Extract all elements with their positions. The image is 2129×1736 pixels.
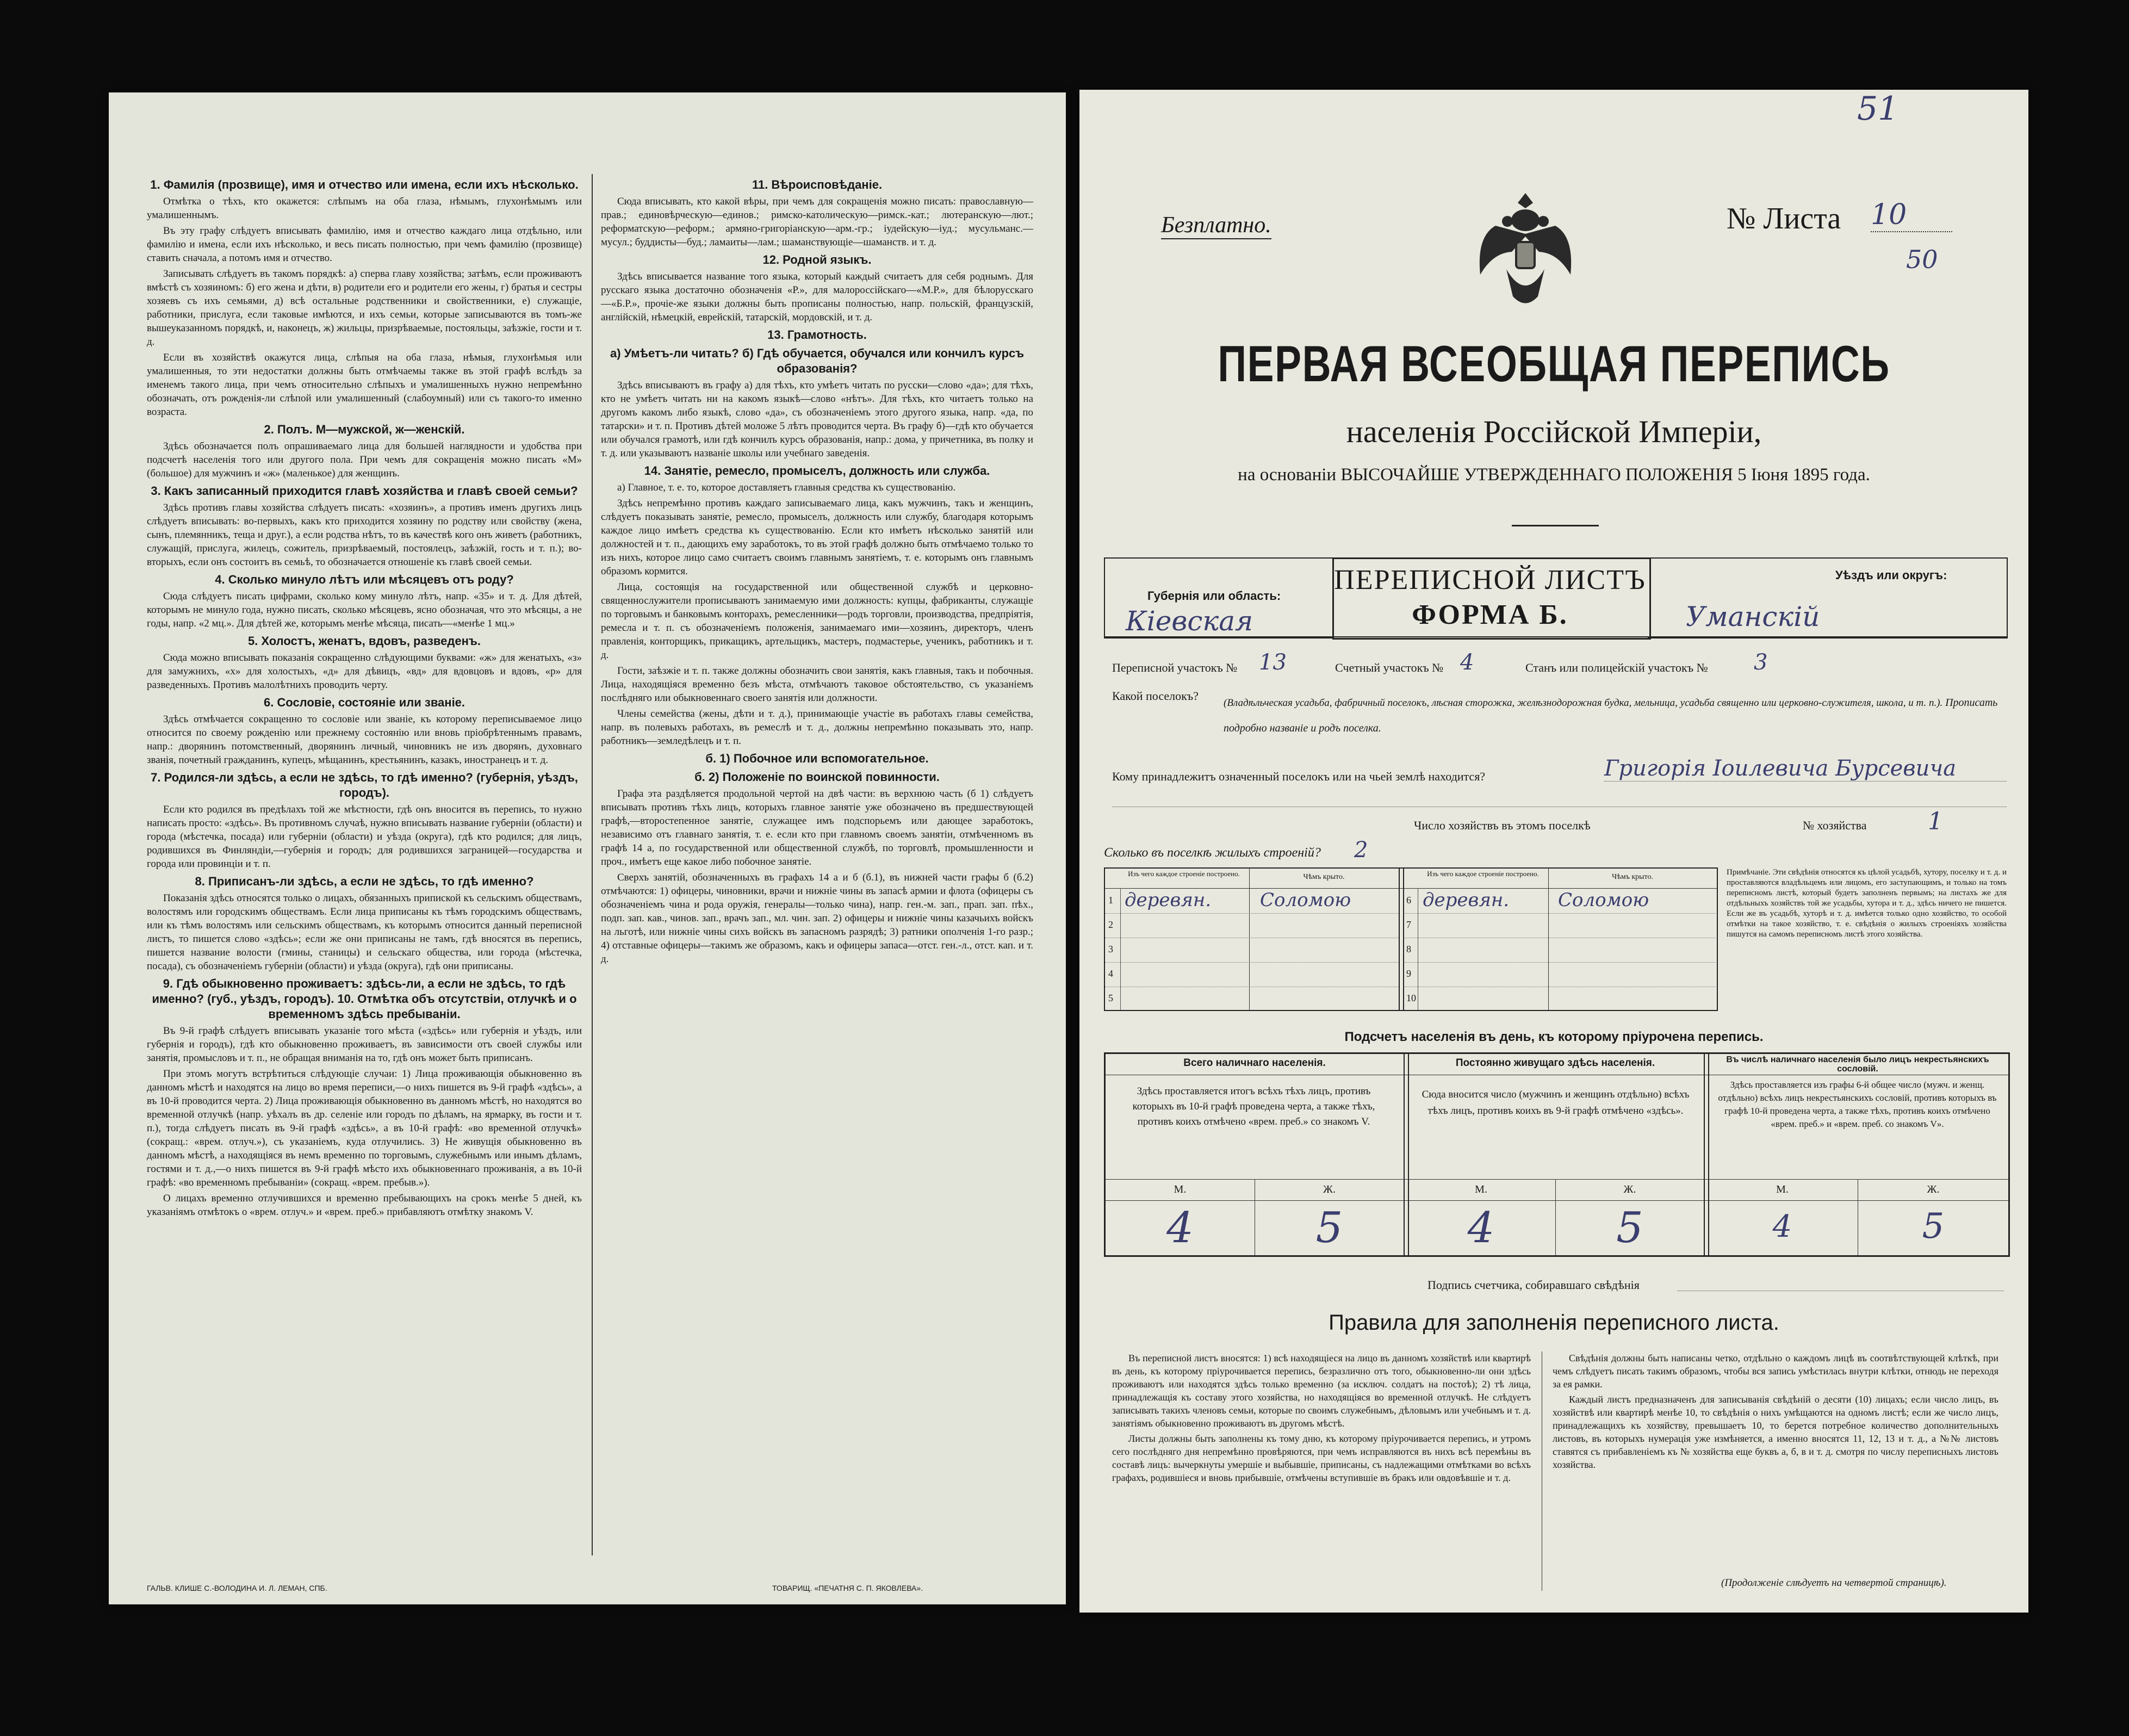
pop-nonpeasant-female: 5 — [1922, 1206, 1945, 1247]
census-title: ПЕРВАЯ ВСЕОБЩАЯ ПЕРЕПИСЬ — [1218, 335, 1890, 392]
pop-total-female: 5 — [1315, 1204, 1343, 1253]
building-material: деревян. — [1125, 889, 1212, 911]
left-column-2 — [601, 174, 1033, 968]
bldg-header-roof-2: Чѣмъ крыто. — [1612, 873, 1653, 881]
stan-label: Станъ или полицейскій участокъ № — [1525, 661, 1708, 674]
instruction-paragraph: Здѣсь непремѣнно противъ каждаго записываемаго лица, какъ мужчинъ, такъ и женщинъ, слѣдуетъ показывать занятіе, ремесло, промыселъ, должность или службу, благодаря которымъ каждое лицо имѣетъ средства къ существованію. Если кто имѣетъ нѣсколько занятій или должностей и т. п., дающихъ ему заработокъ, то въ этой графѣ должно быть отмѣчаемо только то изъ нихъ, которое лицо само считаетъ своимъ главнымъ занятіемъ, т. е. которымъ онъ главнымъ образомъ кормится. — [601, 498, 1033, 577]
pop-nonpeasant-male: 4 — [1772, 1209, 1792, 1244]
left-instructions-page — [109, 92, 1066, 1604]
instruction-heading: 4. Сколько минуло лѣтъ или мѣсяцевъ отъ роду? — [215, 573, 514, 586]
instruction-paragraph: При этомъ могутъ встрѣтиться слѣдующіе случаи: 1) Лица проживающія обыкновенно въ данномъ мѣстѣ и находятся на лицо во время переписи,—о нихъ пишется въ 9-й графѣ «здѣсь», а въ 10-й проводится черта. 2) Лица проживающія обыкновенно въ данномъ мѣстѣ, но находятся во временной отлучкѣ (напр. уѣхалъ въ др. селеніе или городъ по дѣламъ, на ярмарку, въ гости и т. п.), тогда слѣдуетъ писать въ 9-й графѣ «здѣсь», а въ 10-й графѣ: «во временной отлучкѣ» (сокращ.: «врем. отлуч.»), съ указаніемъ, куда отлучились. 3) Не живущія обыкновенно въ данномъ мѣстѣ, а находящіяся въ немъ временно по торговымъ, служебнымъ или инымъ дѣламъ, гостями и т. д.,—о нихъ пишется въ 9-й графѣ мѣсто ихъ обыкновеннаго проживанія, а въ 10-й графѣ: «во временномъ пребываніи» (сокращ. «врем. пребыв.»). — [147, 1068, 582, 1188]
owner-value: Григорія Іоилевича Бурсевича — [1604, 756, 2007, 782]
form-header-box — [1104, 557, 2007, 637]
form-title: ПЕРЕПИСНОЙ ЛИСТЪ — [1334, 565, 1646, 596]
population-table — [1104, 1052, 2010, 1257]
title-rule — [1512, 525, 1599, 526]
settlement-label: Какой поселокъ? — [1112, 689, 1199, 703]
free-label: Безплатно. — [1161, 212, 1271, 239]
rule-paragraph: Свѣдѣнія должны быть написаны четко, отдѣльно о каждомъ лицѣ въ соотвѣтствующей клѣткѣ, при чемъ слѣдуетъ писать такимъ образомъ, чтобы вся запись умѣстилась внутри клѣтки, отнюдь не переходя за ея рамки. — [1553, 1353, 1998, 1390]
instruction-paragraph: Здѣсь отмѣчается сокращенно то сословіе или званіе, къ которому переписываемое лицо относится по своему рожденію или прежнему состоянію или вновь пріобрѣтеннымъ правамъ, напр.: дворянинъ потомственный, дворянинъ личный, чиновникъ не изъ дворянъ, духовнаго званія, почетный гражданинъ, купецъ, мѣщанинъ, крестьянинъ, казакъ, иностранецъ и т. д. — [147, 714, 582, 766]
bldg-header-roof-1: Чѣмъ крыто. — [1303, 873, 1345, 881]
buildings-table — [1104, 867, 1718, 1011]
instruction-heading: 13. Грамотность. — [767, 328, 867, 342]
building-row-number: 6 — [1406, 895, 1411, 906]
instruction-heading: 11. Вѣроисповѣданіе. — [752, 178, 883, 191]
building-row — [1105, 963, 1399, 987]
instruction-paragraph: Сюда вписывать, кто какой вѣры, при чемъ для сокращенія можно писать: православную—прав.; единовѣрческую—единов.; римско-католическую—римск.-кат.; лютеранскую—лют.; реформатскую—реформ.; армяно-григоріанскую—арм.-гр.; іудейскую—іуд.; мусульманс.—мусул.; буддисты—буд.; ламаиты—лам.; шаманствующіе—шаманств. и т. д. — [601, 196, 1033, 248]
buildings-note: Примѣчаніе. Эти свѣдѣнія относятся къ цѣлой усадьбѣ, хутору, поселку и т. д. и проставляются владѣльцемъ или лицомъ, его заступающимъ, и только на томъ переписномъ листѣ, который будетъ заполненъ первымъ; на листахъ же для отдѣльныхъ хозяйствъ той же усадьбы, хутора и т. д., здѣсь ничего не пишется. Если же въ усадьбѣ, хуторѣ и т. д. имѣется только одно хозяйство, то особой отмѣтки на такое хозяйство, т. е. свѣдѣнія о жилыхъ строеніяхъ хозяйства пишутся на самомъ переписномъ листѣ этого хозяйства. — [1727, 868, 2007, 939]
building-row-number: 9 — [1406, 968, 1411, 979]
building-row-number: 7 — [1406, 919, 1411, 930]
building-row — [1403, 914, 1716, 938]
instruction-paragraph: Сюда можно вписывать показанія сокращенно слѣдующими буквами: «ж» для женатыхъ, «з» для замужнихъ, «х» для холостыхъ, «д» для дѣвицъ, «вд» для вдовцовъ и вдовъ, «р» для разведенныхъ. Противъ малолѣтнихъ проводить черту. — [147, 652, 582, 691]
instruction-paragraph: Если въ хозяйствѣ окажутся лица, слѣпыя на оба глаза, нѣмыя, глухонѣмыя или умалишенныя, то эти недостатки должны быть отмѣчаемы также въ этой графѣ вслѣдъ за именемъ такого лица, при чемъ относительно слѣпыхъ и умалишенныхъ нужно непремѣнно обозначать, отъ рожденія-ли слѣпой или умалишенный (слабоумный) или съ такого-то именно возраста. — [147, 352, 582, 418]
instruction-heading: 2. Полъ. М—мужской, ж—женскій. — [264, 423, 465, 436]
instruction-paragraph: Сверхъ занятій, обозначенныхъ въ графахъ 14 а и б (б.1), въ нижней части графы б (б.2) отмѣчаются: 1) офицеры, чиновники, врачи и нижніе чины въ запасѣ армии и флота (офицеры съ обозначеніемъ чина и рода оружія, генералы—только чина), напр. ген.-м. зап., прап. зап. пѣх., подп. зап. кав., чинов. зап., врачъ зап., мл. чин. зап. 2) офицеры и нижніе чины казачьихъ войскъ на льготѣ, или нижніе чины сихъ войскъ въ запасномъ разрядѣ; 3) ратники ополченія 1-го разр.; 4) отставные офицеры—такимъ же образомъ, какъ и офицеры запаса—отст. ген.-л., отст. кап. и т. д. — [601, 872, 1033, 965]
instruction-paragraph: Въ 9-й графѣ слѣдуетъ вписывать указаніе того мѣста («здѣсь» или губернія и уѣздъ, или губернія и городъ), гдѣ кто обыкновенно проживаетъ, въ зависимости отъ своей службы или занятія, промысловъ и т. п., не обращая вниманія на то, гдѣ онъ может быть приписанъ. — [147, 1025, 582, 1064]
bldg-rows-left — [1105, 889, 1399, 1011]
archive-page-number: 51 — [1857, 90, 1899, 128]
building-row-number: 5 — [1108, 993, 1113, 1003]
instruction-paragraph: Гости, заѣзжіе и т. п. также должны обозначить свои занятія, какъ главныя, такъ и побочныя. Лица, находящіяся временно безъ мѣста, отмѣчаютъ таковое обстоятельство, съ указаніемъ послѣдняго или обыкновеннаго своего занятія или должности. — [601, 665, 1033, 704]
imperial-eagle-emblem — [1474, 188, 1577, 313]
instruction-paragraph: Члены семейства (жены, дѣти и т. д.), принимающіе участіе въ работахъ главы семейства, напр. въ полевыхъ работахъ, въ ремеслѣ и т. д., должны непремѣнно показывать это, напр. работникъ—земледѣлецъ и т. п. — [601, 708, 1033, 747]
building-row — [1403, 938, 1716, 963]
signature-label: Подпись счетчика, собиравшаго свѣдѣнія — [1427, 1278, 1640, 1292]
pop-desc-total: Здѣсь проставляется итогъ всѣхъ тѣхъ лицъ, противъ которыхъ въ 10-й графѣ проведена черта, а также тѣхъ, противъ коихъ отмѣчено «врем. преб.» со знакомъ V. — [1132, 1086, 1375, 1127]
building-row — [1105, 987, 1399, 1011]
pop-m-label-2: М. — [1475, 1183, 1487, 1195]
buildings-value: 2 — [1354, 838, 1368, 863]
instruction-heading: 3. Какъ записанный приходится главѣ хозяйства и главѣ своей семьи? — [151, 484, 578, 498]
sheet-number-value: 10 — [1871, 199, 1952, 232]
pop-total-male: 4 — [1166, 1204, 1194, 1253]
pop-header-permanent: Постоянно живущаго здѣсь населенія. — [1455, 1057, 1655, 1069]
rules-title: Правила для заполненія переписного листа. — [1329, 1311, 1779, 1335]
instruction-heading: 9. Гдѣ обыкновенно проживаетъ: здѣсь-ли, а если не здѣсь, то гдѣ именно? (губ., уѣздъ, городъ). 10. Отмѣтка объ отсутствіи, отлучкѣ и о временномъ здѣсь пребываніи. — [152, 977, 577, 1021]
rules-continuation: (Продолженіе слѣдуетъ на четвертой страницѣ). — [1721, 1577, 1947, 1589]
building-row-number: 10 — [1406, 993, 1416, 1003]
sheet-number-label: № Листа — [1727, 202, 1841, 235]
sheet-number-correction: 50 — [1906, 245, 1938, 274]
instruction-heading: 5. Холостъ, женатъ, вдовъ, разведенъ. — [247, 634, 481, 648]
building-material: деревян. — [1423, 889, 1510, 911]
instruction-paragraph: Здѣсь вписываютъ въ графу а) для тѣхъ, кто умѣетъ читать по русски—слово «да»; для тѣхъ, кто не умѣетъ читать ни на какомъ языкѣ—слово «нѣтъ». Для тѣхъ, кто читаетъ только на другомъ какомъ либо языкѣ, слово «да», съ обозначеніемъ этого другого языка, напр. «да, по татарски» и т. п. Противъ дѣтей моложе 5 лѣтъ проводится черта. Въ графу б)—гдѣ кто обучается или обучался грамотѣ, или гдѣ кончилъ курсъ образованія, напр.: дома, у причетника, въ полку и т. д. или указываютъ названіе школы или учебнаго заведенія. — [601, 380, 1033, 459]
instruction-heading: б. 2) Положеніе по воинской повинности. — [694, 770, 940, 784]
instruction-paragraph: Сюда слѣдуетъ писать цифрами, сколько кому минуло лѣтъ, напр. «35» и т. д. Для дѣтей, которымъ не минуло года, нужно писать, сколько мѣсяцевъ, ясно обозначая, что это мѣсяцы, а не годы, напр. «2 мц.». Для дѣтей же, которымъ менѣе мѣсяца, писать—«менѣе 1 мц.» — [147, 591, 582, 629]
pop-zh-label-3: Ж. — [1927, 1183, 1940, 1195]
building-roof: Соломою — [1558, 889, 1649, 911]
pop-permanent-female: 5 — [1616, 1204, 1643, 1253]
census-subtitle: населенія Россійской Имперіи, — [1346, 414, 1762, 449]
building-roof: Соломою — [1260, 889, 1351, 911]
bldg-rows-right — [1403, 889, 1716, 1011]
instruction-heading: б. 1) Побочное или вспомогательное. — [705, 752, 929, 765]
rules-left-column — [1112, 1351, 1531, 1486]
building-row — [1403, 963, 1716, 987]
census-form-page — [1079, 90, 2028, 1613]
population-count-title: Подсчетъ населенія въ день, къ которому пріурочена перепись. — [1344, 1030, 1764, 1044]
instruction-paragraph: Лица, состоящія на государственной или общественной службѣ и церковно-священнослужители прописываютъ занимаемую ими должность: купцы, фабриканты, служащіе по торговымъ и банковымъ конторахъ, ремесленники—родъ торговли, производства, предпріятія, ремесла и т. п. съ обозначеніемъ положенія, занимаемаго ими—хозяинъ, директоръ, членъ правленія, конторщикъ, прикащикъ, артельщикъ, мастеръ, подмастерье, ученикъ, работникъ и т. д. — [601, 581, 1033, 661]
instruction-heading: 12. Родной языкъ. — [762, 253, 872, 266]
owner-label: Кому принадлежитъ означенный поселокъ или на чьей землѣ находится? — [1112, 770, 1486, 783]
pop-m-label-1: М. — [1174, 1183, 1187, 1195]
instruction-paragraph: О лицахъ временно отлучившихся и временно пребывающихъ на срокъ менѣе 5 дней, къ указаніямъ отмѣтокъ о «врем. отлуч.» и «врем. преб.» прибавляютъ отмѣтку знакомъ V. — [147, 1193, 582, 1218]
building-row — [1105, 938, 1399, 963]
instruction-heading: 14. Занятіе, ремесло, промыселъ, должность или служба. — [644, 464, 990, 478]
gubernia-value: Кіевская — [1126, 605, 1253, 637]
building-row-number: 2 — [1108, 919, 1113, 930]
instruction-heading: 6. Сословіе, состояніе или званіе. — [263, 696, 465, 709]
left-column-1 — [147, 174, 582, 1221]
bldg-header-material-1: Изъ чего каждое строеніе построено. — [1128, 870, 1240, 878]
instruction-heading: 7. Родился-ли здѣсь, а если не здѣсь, то гдѣ именно? (губернія, уѣздъ, городъ). — [151, 771, 578, 799]
rule-paragraph: Листы должны быть заполнены къ тому дню, къ которому пріурочивается перепись, и утромъ сего послѣдняго дня непремѣнно провѣряются, при чемъ исправляются въ нихъ всѣ перемѣны въ составѣ лицъ: вычеркнуты умершіе и выбывшіе, приписаны, съ надлежащими отмѣтками во всѣхъ графахъ, родившіеся и вновь прибывшіе, отмѣчены вступившіе въ бракъ или овдовѣвшіе и т. д. — [1112, 1433, 1531, 1483]
building-row — [1105, 889, 1399, 914]
building-row — [1105, 914, 1399, 938]
instruction-paragraph: Показанія здѣсь относятся только о лицахъ, обязанныхъ припиской къ сельскимъ обществамъ, волостямъ или городскимъ обществамъ. Если лица приписаны къ тѣмъ городскимъ обществамъ, или къ тѣмъ волостямъ или сельскимъ обществамъ, къ которымъ относится данный переписной листъ, то пишется слово «здѣсь»; если же они приписаны не тамъ, гдѣ вносятся въ перепись, пишется название волости (гмины, станицы) и сельскаго общества, или города (мѣстечка, посада), съ обозначеніемъ губерніи (области) и уѣзда (округа), гдѣ они приписаны. — [147, 892, 582, 972]
instruction-paragraph: Графа эта раздѣляется продольной чертой на двѣ части: въ верхнюю часть (б 1) слѣдуетъ вписывать противъ тѣхъ лицъ, которыхъ главное занятіе уже обозначено въ предшествующей графѣ,—второстепенное занятіе, служащее имъ подспорьемъ или дающее заработокъ, независимо отъ главнаго занятія, т. е. если кто при главномъ своемъ занятіи, отмѣченномъ въ графѣ 14 а, по государственной или общественной службѣ, по торговлѣ, промышленности и проч., имѣетъ еще какое либо побочное занятіе. — [601, 788, 1033, 867]
uezd-value: Уманскій — [1686, 601, 1820, 633]
form-subtitle: ФОРМА Б. — [1412, 599, 1568, 630]
instruction-heading: а) Умѣетъ-ли читать? б) Гдѣ обучается, обучался или кончилъ курсъ образованія? — [610, 346, 1024, 375]
building-row-number: 1 — [1108, 895, 1113, 906]
instruction-paragraph: Въ эту графу слѣдуетъ вписывать фамилію, имя и отчество каждаго лица отдѣльно, или фамилію и имена, если ихъ нѣсколько, и весь писать полностью, при чемъ фамилію (прозвище) ставить сначала, а потомъ имя и отчество. — [147, 225, 582, 264]
census-district-value: 13 — [1259, 650, 1287, 675]
census-district-label: Переписной участокъ № — [1112, 661, 1238, 674]
instruction-paragraph: Отмѣтка о тѣхъ, кто окажется: слѣпымъ на оба глаза, нѣмымъ, глухонѣмымъ или умалишеннымъ. — [147, 196, 582, 221]
settlement-hint: (Владѣльческая усадьба, фабричный поселокъ, лѣсная сторожка, желѣзнодорожная будка, мельница, усадьба священно или церковно-служителя, школа, и т. п.). Прописать подробно названіе и родъ поселка. — [1224, 697, 1998, 734]
pop-desc-permanent: Сюда вносится число (мужчинъ и женщинъ отдѣльно) всѣхъ тѣхъ лицъ, противъ коихъ въ 9-й графѣ отмѣчено «здѣсь». — [1422, 1089, 1690, 1117]
printer-credit-left: ГАЛЬВ. КЛИШЕ С.-ВОЛОДИНА И. Л. ЛЕМАН, СПБ. — [147, 1584, 327, 1592]
building-row — [1403, 987, 1716, 1011]
rules-right-column — [1553, 1351, 1998, 1473]
pop-zh-label-1: Ж. — [1323, 1183, 1336, 1195]
uezd-label: Уѣздъ или округъ: — [1835, 568, 1947, 582]
rule-paragraph: Каждый листъ предназначенъ для записыванія свѣдѣній о десяти (10) лицахъ; если число лицъ, въ хозяйствѣ или квартирѣ менѣе 10, то свѣдѣнія о нихъ умѣщаются на одномъ листѣ; если же число лицъ, принадлежащихъ къ хозяйству, превышаетъ 10, то берется потребное количество дополнительныхъ листовъ, въ которыхъ нумерація уже измѣняется, а именно вносятся 11, 12, 13 и т. д., а №№ листовъ ставятся съ прибавленіемъ къ № хозяйства еще буквъ а, б, в и т. д. смотря по числу переписныхъ листовъ хозяйства. — [1553, 1394, 1998, 1470]
buildings-label: Сколько въ поселкѣ жилыхъ строеній? — [1104, 846, 1321, 860]
pop-header-non-peasant: Въ числѣ наличнаго населенія было лицъ некрестьянскихъ сословій. — [1726, 1055, 1989, 1074]
household-number-value: 1 — [1928, 808, 1943, 835]
pop-zh-label-2: Ж. — [1623, 1183, 1636, 1195]
instruction-paragraph: Здѣсь противъ главы хозяйства слѣдуетъ писать: «хозяинъ», а противъ именъ другихъ лицъ слѣдуетъ вписывать: во-первыхъ, какъ кто приходится хозяину по родству или свойству (жена, сынъ, племянникъ, теща и друг.), а если родства нѣтъ, то въ качествѣ кого онъ живетъ (работникъ, служащій, прислуга, жилецъ, сожитель, призрѣваемый, постоялецъ, заѣзжій, гость и т. п.); во-вторыхъ, если онъ состоитъ въ семьѣ, то обозначается отношеніе къ главѣ своей семьи. — [147, 502, 582, 568]
instruction-heading: 8. Приписанъ-ли здѣсь, а если не здѣсь, то гдѣ именно? — [195, 875, 534, 888]
building-row-number: 4 — [1108, 968, 1113, 979]
instruction-paragraph: а) Главное, т. е. то, которое доставляетъ главныя средства къ существованію. — [617, 482, 956, 493]
census-basis: на основаніи ВЫСОЧАЙШЕ УТВЕРЖДЕННАГО ПОЛОЖЕНІЯ 5 Іюня 1895 года. — [1238, 465, 1870, 485]
count-district-value: 4 — [1460, 650, 1474, 675]
pop-permanent-male: 4 — [1467, 1204, 1495, 1253]
household-number-label: № хозяйства — [1803, 819, 1867, 832]
count-district-label: Счетный участокъ № — [1335, 661, 1444, 674]
households-label: Число хозяйствъ въ этомъ поселкѣ — [1414, 819, 1591, 832]
rule-paragraph: Въ переписной листъ вносятся: 1) всѣ находящіеся на лицо въ данномъ хозяйствѣ или квартирѣ въ день, къ которому пріурочивается перепись, безразлично отъ того, обыкновенно-ли они здѣсь проживаютъ или находятся здѣсь только временно (за исключ. солдатъ на постоѣ); 2) тѣ лица, принадлежащія къ составу этого хозяйства, но находящіяся во временной отлучкѣ. Не слѣдуетъ записывать такихъ членовъ семьи, которые по своимъ служебнымъ, дѣловымъ или учебнымъ и т. д. занятіямъ обыкновенно проживаютъ въ другомъ мѣстѣ. — [1112, 1353, 1531, 1429]
gubernia-label: Губернія или область: — [1147, 589, 1281, 603]
instruction-paragraph: Если кто родился въ предѣлахъ той же мѣстности, гдѣ онъ вносится въ перепись, то нужно написать просто: «здѣсь». Въ противномъ случаѣ, нужно вписывать название губерніи (области) и города (мѣстечка, посада) или губерніи (области) и уѣзда (округа), гдѣ кто родился; для лицъ, родившихся въ Финляндіи,—губернія и городъ; для родившихся заграницей—государства и города или провинціи и т. п. — [147, 804, 582, 870]
instruction-paragraph: Здѣсь вписывается название того языка, который каждый считаетъ для себя роднымъ. Для русскаго языка достаточно обозначенія «Р.», для малороссійскаго—«М.Р.», для бѣлорусскаго—«Б.Р.», прочіе-же языки должны быть прописаны полностью, напр. польскій, французскій, англійскій, нѣмецкій, еврейскій, татарскій, мордовскій, и т. д. — [601, 271, 1033, 323]
printer-credit-right: ТОВАРИЩ. «ПЕЧАТНЯ С. П. ЯКОВЛЕВА». — [772, 1584, 923, 1592]
stan-value: 3 — [1754, 650, 1768, 675]
building-row-number: 3 — [1108, 944, 1113, 954]
column-divider — [592, 174, 593, 1555]
building-row — [1403, 889, 1716, 914]
instruction-paragraph: Записывать слѣдуетъ въ такомъ порядкѣ: а) сперва главу хозяйства; затѣмъ, если проживаютъ вмѣстѣ съ хозяиномъ: б) его жена и дѣти, в) родители его и родители его жены, г) братья и сестры хозяевъ съ ихъ семьями, д) всѣ остальные родственники и свойственники, е) служащіе, работники, прислуга, если таковые имѣются, и ихъ семьи, которые записываются въ томъ-же вышеуказанномъ порядкѣ, и, наконецъ, ж) жильцы, призрѣваемые, постояльцы, заѣзжіе, гости и т. д. — [147, 268, 582, 348]
building-row-number: 8 — [1406, 944, 1411, 954]
pop-header-total: Всего наличнаго населенія. — [1183, 1057, 1326, 1069]
instruction-heading: 1. Фамилія (прозвище), имя и отчество или имена, если ихъ нѣсколько. — [150, 178, 579, 191]
pop-desc-non-peasant: Здѣсь проставляется изъ графы 6-й общее число (мужч. и женщ. отдѣльно) всѣхъ лицъ некрестьянскихъ сословій, противъ которыхъ въ графѣ 10-й проведена черта, а также тѣхъ, противъ коихъ отмѣчено «врем. преб.» и «врем. преб. со знакомъ V». — [1718, 1080, 1997, 1129]
bldg-header-material-2: Изъ чего каждое строеніе построено. — [1427, 870, 1539, 878]
instruction-paragraph: Здѣсь обозначается полъ опрашиваемаго лица для большей наглядности и удобства при подсчетѣ населенія того или другого пола. При чемъ для сокращенія можно писать «М» (большое) для мужчинъ и «ж» (маленькое) для женщинъ. — [147, 441, 582, 479]
pop-m-label-3: М. — [1776, 1183, 1789, 1195]
